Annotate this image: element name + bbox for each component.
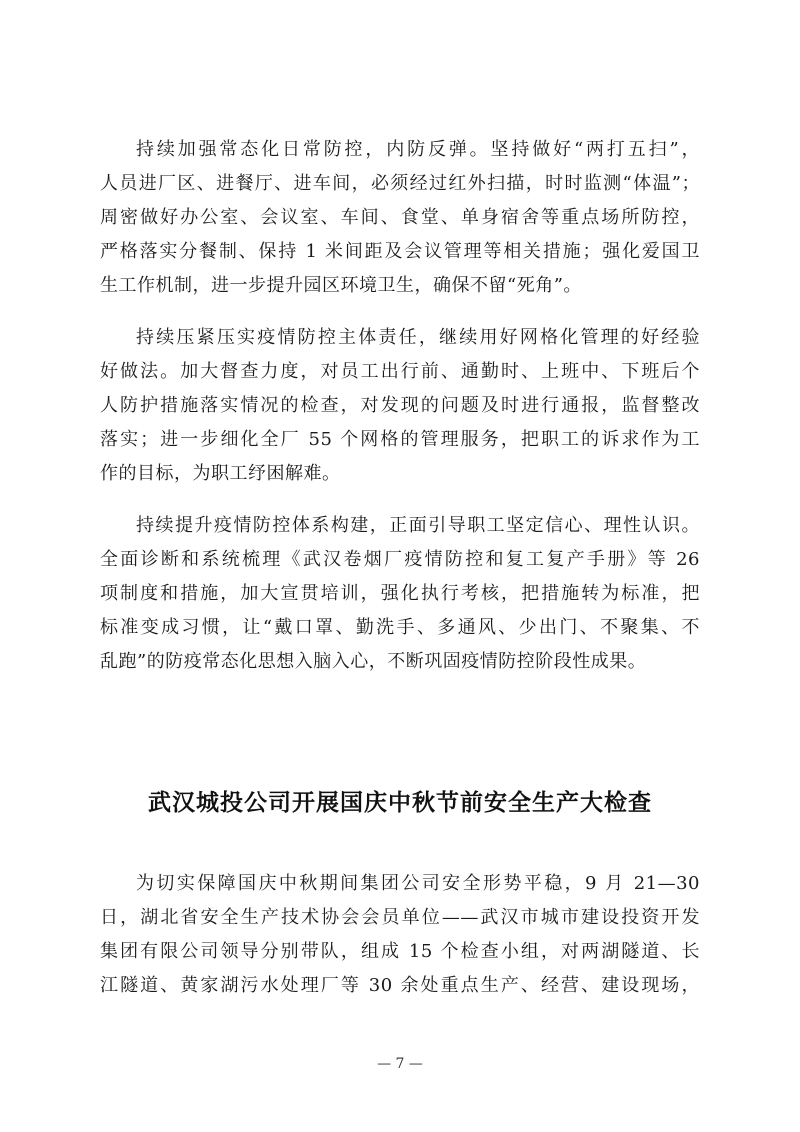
paragraph-1-line-4: 严格落实分餐制、保持 1 米间距及会议管理等相关措施；强化爱国卫	[100, 241, 700, 262]
paragraph-3-line-2: 全面诊断和系统梳理《武汉卷烟厂疫情防控和复工复产手册》等 26	[100, 549, 700, 570]
paragraph-3-line-3: 项制度和措施，加大宣贯培训，强化执行考核，把措施转为标准，把	[100, 583, 700, 604]
paragraph-3-line-4: 标准变成习惯，让“戴口罩、勤洗手、多通风、少出门、不聚集、不	[100, 617, 700, 638]
paragraph-2-line-1: 持续压紧压实疫情防控主体责任，继续用好网格化管理的好经验	[136, 327, 700, 348]
page-number: — 7 —	[377, 1056, 423, 1072]
paragraph-2-line-4: 落实；进一步细化全厂 55 个网格的管理服务，把职工的诉求作为工	[100, 429, 700, 450]
article-paragraph-line-3: 集团有限公司领导分别带队，组成 15 个检查小组，对两湖隧道、长	[100, 941, 700, 962]
paragraph-3-line-5: 乱跑”的防疫常态化思想入脑入心，不断巩固疫情防控阶段性成果。	[100, 651, 647, 672]
paragraph-1-line-3: 周密做好办公室、会议室、车间、食堂、单身宿舍等重点场所防控，	[100, 207, 700, 228]
paragraph-2-line-2: 好做法。加大督查力度，对员工出行前、通勤时、上班中、下班后个	[100, 361, 700, 382]
article-heading: 武汉城投公司开展国庆中秋节前安全生产大检查	[148, 790, 652, 816]
paragraph-1-line-1: 持续加强常态化日常防控，内防反弹。坚持做好“两打五扫”，	[136, 139, 700, 160]
paragraph-1-line-2: 人员进厂区、进餐厅、进车间，必须经过红外扫描，时时监测“体温”；	[100, 173, 700, 194]
article-paragraph-line-2: 日，湖北省安全生产技术协会会员单位——武汉市城市建设投资开发	[100, 907, 700, 928]
paragraph-2-line-5: 作的目标，为职工纾困解难。	[100, 463, 341, 484]
article-paragraph-line-4: 江隧道、黄家湖污水处理厂等 30 余处重点生产、经营、建设现场，	[100, 975, 700, 996]
paragraph-3-line-1: 持续提升疫情防控体系构建，正面引导职工坚定信心、理性认识。	[136, 515, 700, 536]
paragraph-1-line-5: 生工作机制，进一步提升园区环境卫生，确保不留“死角”。	[100, 275, 582, 296]
paragraph-2-line-3: 人防护措施落实情况的检查，对发现的问题及时进行通报，监督整改	[100, 395, 700, 416]
article-paragraph-line-1: 为切实保障国庆中秋期间集团公司安全形势平稳，9 月 21—30	[136, 873, 700, 894]
